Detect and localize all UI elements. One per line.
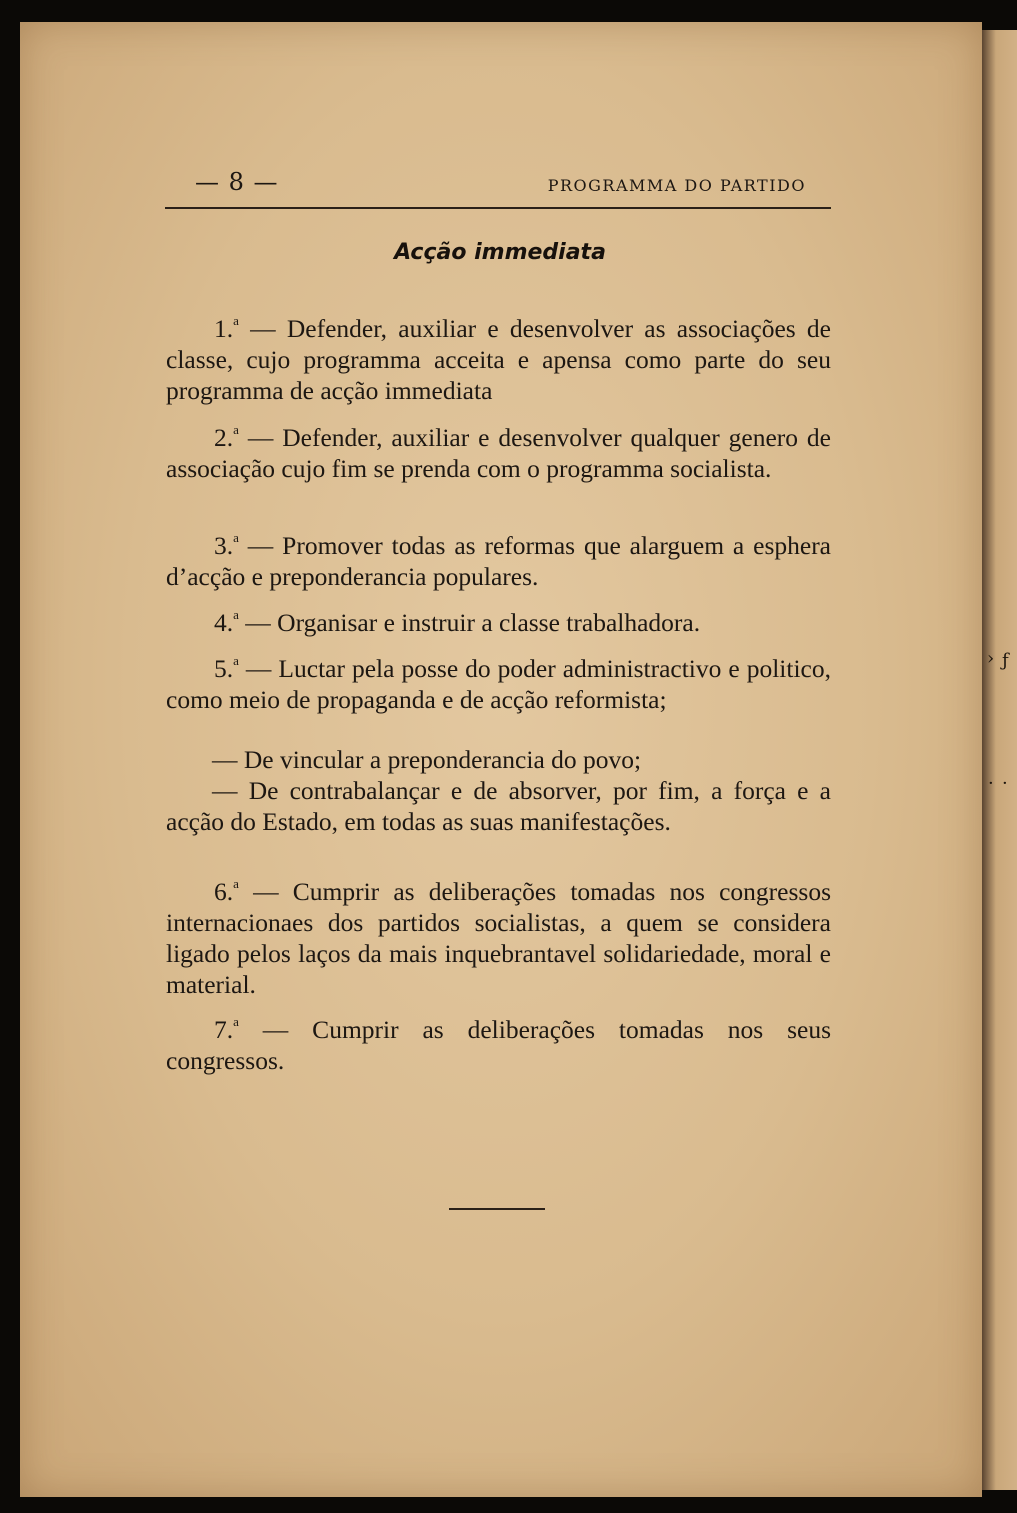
item-ordinal: a bbox=[233, 422, 239, 437]
item-ordinal: a bbox=[233, 607, 239, 622]
item-text: — Defender, auxiliar e desenvolver qualquer genero de associação cujo fim se prenda com o programma socialista. bbox=[166, 423, 831, 483]
item-ordinal: a bbox=[233, 530, 239, 545]
item-text: — Cumprir as deliberações tomadas nos congressos internacionaes dos partidos socialistas, a quem se considera ligado pelos laços da mais inquebrantavel solidariedade, moral e material. bbox=[166, 877, 831, 999]
item-subclause: — De vincular a preponderancia do povo; bbox=[212, 745, 642, 774]
page-number: — 8 — bbox=[195, 168, 279, 196]
edge-mark: › bbox=[987, 648, 995, 669]
item-ordinal: a bbox=[233, 653, 239, 668]
item-number: 4. bbox=[214, 608, 234, 637]
list-item bbox=[166, 653, 831, 715]
list-item bbox=[166, 422, 831, 484]
running-head: PROGRAMMA DO PARTIDO bbox=[547, 176, 806, 195]
edge-mark: · bbox=[1002, 773, 1008, 794]
item-number: 6. bbox=[214, 877, 234, 906]
item-number: 1. bbox=[214, 314, 234, 343]
item-text: — Organisar e instruir a classe trabalhadora. bbox=[245, 608, 701, 637]
item-text: — Defender, auxiliar e desenvolver as associações de classe, cujo programma acceita e apensa como parte do seu programma de acção immediata bbox=[166, 314, 831, 405]
adjacent-page-edge bbox=[982, 30, 1017, 1490]
header-rule bbox=[165, 207, 831, 209]
item-text: — Promover todas as reformas que alarguem a esphera d’acção e preponderancia populares. bbox=[166, 531, 832, 591]
item-ordinal: a bbox=[233, 1014, 239, 1029]
list-item bbox=[166, 876, 831, 1000]
edge-mark: ƒ bbox=[1002, 650, 1009, 671]
item-text: — Cumprir as deliberações tomadas nos seus congressos. bbox=[166, 1015, 831, 1075]
item-number: 7. bbox=[214, 1015, 234, 1044]
section-title: Acção immediata bbox=[394, 240, 606, 265]
list-item bbox=[166, 607, 831, 638]
page-header bbox=[195, 168, 832, 208]
list-item bbox=[166, 1014, 831, 1076]
list-item bbox=[166, 530, 831, 592]
item-number: 2. bbox=[214, 423, 234, 452]
item-text: — Luctar pela posse do poder administractivo e politico, como meio de propaganda e de acção reformista; bbox=[166, 654, 831, 714]
item-number: 3. bbox=[214, 531, 234, 560]
closing-rule bbox=[449, 1208, 545, 1210]
item-ordinal: a bbox=[233, 876, 239, 891]
item-number: 5. bbox=[214, 654, 234, 683]
item-subclause: — De contrabalançar e de absorver, por fim, a força e a acção do Estado, em todas as suas manifestações. bbox=[166, 776, 831, 836]
list-item bbox=[166, 313, 831, 406]
edge-mark: · bbox=[988, 773, 994, 794]
item-ordinal: a bbox=[233, 313, 239, 328]
